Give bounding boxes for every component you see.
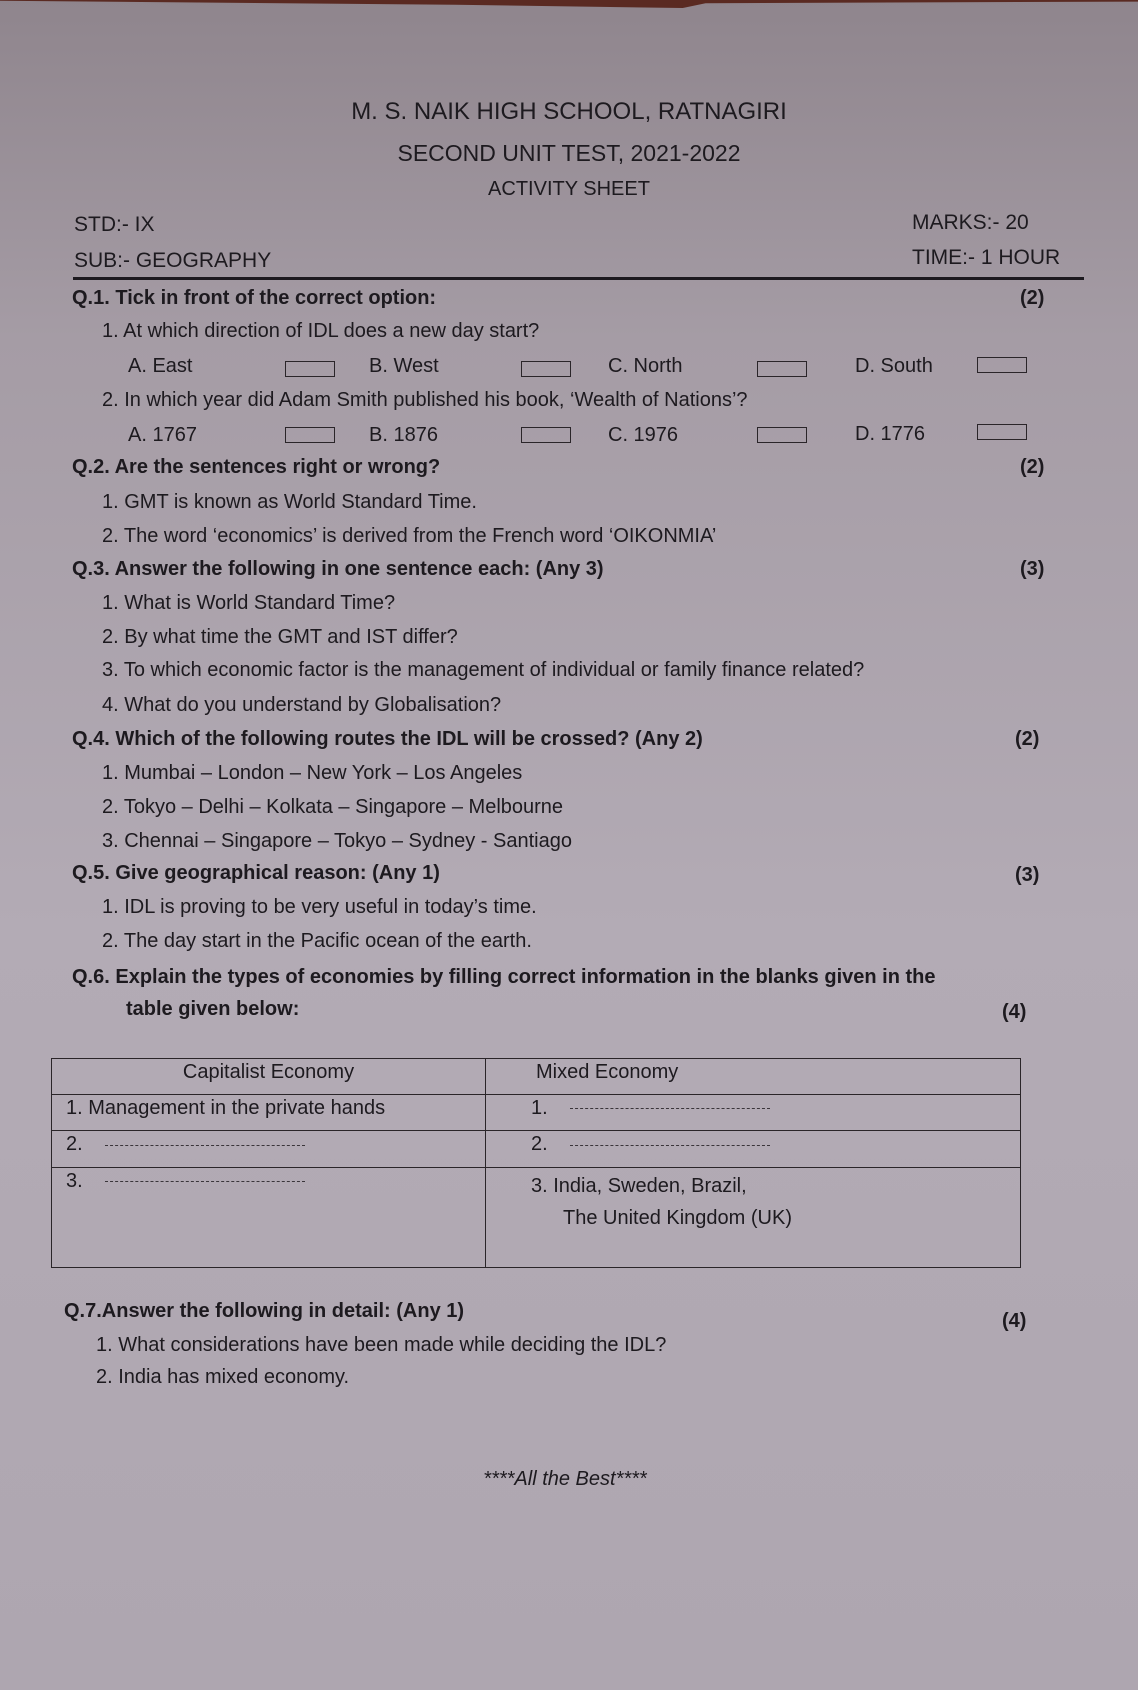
q3-marks: (3) bbox=[1020, 558, 1045, 580]
mixed-cell-3-line-1: 3. India, Sweden, Brazil, bbox=[531, 1174, 747, 1197]
q1-item-1-checkbox-c[interactable] bbox=[757, 361, 807, 377]
q4-item-2: 2. Tokyo – Delhi – Kolkata – Singapore – Melbourne bbox=[102, 796, 564, 818]
time-label: TIME:- 1 HOUR bbox=[912, 246, 1061, 269]
footer-wish: ****All the Best**** bbox=[483, 1468, 647, 1490]
q1-item-1-checkbox-a[interactable] bbox=[285, 361, 335, 377]
q1-item-1-option-b: B. West bbox=[369, 355, 439, 377]
q4-item-3: 3. Chennai – Singapore – Tokyo – Sydney - Santiago bbox=[102, 830, 572, 852]
q1-item-2: 2. In which year did Adam Smith published his book, ‘Wealth of Nations’? bbox=[102, 389, 748, 411]
subject-label: SUB:- GEOGRAPHY bbox=[74, 249, 272, 272]
q6-title-line-2: table given below: bbox=[126, 998, 300, 1020]
header-mixed: Mixed Economy bbox=[486, 1059, 1021, 1095]
q3-item-3: 3. To which economic factor is the management of individual or family finance related? bbox=[102, 659, 865, 681]
blank-line[interactable] bbox=[105, 1181, 305, 1182]
q3-title: Q.3. Answer the following in one sentence each: (Any 3) bbox=[72, 558, 604, 580]
q1-item-1-option-c: C. North bbox=[608, 355, 683, 377]
mixed-cell-1-number: 1. bbox=[531, 1097, 548, 1120]
mixed-cell-2-number: 2. bbox=[531, 1133, 548, 1156]
header-divider bbox=[73, 277, 1084, 280]
capitalist-cell-2-number: 2. bbox=[66, 1133, 83, 1156]
q6-title-line-1: Q.6. Explain the types of economies by filling correct information in the blanks given in the bbox=[72, 966, 936, 988]
capitalist-cell-3[interactable] bbox=[52, 1167, 486, 1267]
q7-item-2: 2. India has mixed economy. bbox=[96, 1366, 350, 1388]
mixed-cell-3 bbox=[486, 1167, 1021, 1267]
q2-marks: (2) bbox=[1020, 456, 1045, 478]
table-header-row bbox=[52, 1059, 1021, 1095]
q2-title: Q.2. Are the sentences right or wrong? bbox=[72, 456, 441, 478]
capitalist-cell-2[interactable] bbox=[52, 1131, 486, 1167]
q5-item-2: 2. The day start in the Pacific ocean of the earth. bbox=[102, 930, 532, 952]
q1-item-2-checkbox-c[interactable] bbox=[757, 427, 807, 443]
q1-item-2-option-b: B. 1876 bbox=[369, 424, 438, 446]
mixed-cell-2[interactable] bbox=[486, 1131, 1021, 1167]
q5-item-1: 1. IDL is proving to be very useful in today’s time. bbox=[102, 896, 537, 918]
capitalist-cell-3-number: 3. bbox=[66, 1169, 83, 1192]
std-label: STD:- IX bbox=[74, 213, 155, 236]
economy-table bbox=[51, 1058, 1021, 1268]
q7-title: Q.7.Answer the following in detail: (Any 1) bbox=[64, 1300, 465, 1322]
q1-marks: (2) bbox=[1020, 287, 1045, 309]
q1-item-2-checkbox-a[interactable] bbox=[285, 427, 335, 443]
q1-item-1-checkbox-b[interactable] bbox=[521, 361, 571, 377]
q1-item-2-checkbox-b[interactable] bbox=[521, 427, 571, 443]
q6-marks: (4) bbox=[1002, 1001, 1027, 1023]
q2-item-2: 2. The word ‘economics’ is derived from the French word ‘OIKONMIA’ bbox=[102, 525, 717, 547]
q1-item-1-checkbox-d[interactable] bbox=[977, 357, 1027, 373]
blank-line[interactable] bbox=[570, 1145, 770, 1146]
marks-label: MARKS:- 20 bbox=[912, 211, 1029, 234]
q1-item-2-checkbox-d[interactable] bbox=[977, 424, 1027, 440]
table-row bbox=[52, 1167, 1021, 1267]
capitalist-cell-1: 1. Management in the private hands bbox=[52, 1095, 486, 1131]
exam-title: SECOND UNIT TEST, 2021-2022 bbox=[397, 140, 741, 166]
q5-marks: (3) bbox=[1015, 864, 1040, 886]
q5-title: Q.5. Give geographical reason: (Any 1) bbox=[72, 862, 440, 884]
q1-item-2-option-d: D. 1776 bbox=[855, 423, 926, 445]
q3-item-2: 2. By what time the GMT and IST differ? bbox=[102, 626, 458, 648]
q4-title: Q.4. Which of the following routes the IDL will be crossed? (Any 2) bbox=[72, 728, 703, 750]
q4-item-1: 1. Mumbai – London – New York – Los Angeles bbox=[102, 762, 523, 784]
q2-item-1: 1. GMT is known as World Standard Time. bbox=[102, 491, 477, 513]
q7-item-1: 1. What considerations have been made while deciding the IDL? bbox=[96, 1334, 667, 1356]
blank-line[interactable] bbox=[105, 1145, 305, 1146]
q3-item-4: 4. What do you understand by Globalisation? bbox=[102, 694, 502, 716]
table-row bbox=[52, 1095, 1021, 1131]
blank-line[interactable] bbox=[570, 1108, 770, 1109]
q1-item-1-option-d: D. South bbox=[855, 355, 933, 377]
q1-item-2-option-c: C. 1976 bbox=[608, 424, 679, 446]
q1-item-1: 1. At which direction of IDL does a new day start? bbox=[102, 320, 540, 342]
q1-item-1-option-a: A. East bbox=[128, 355, 193, 377]
header-capitalist: Capitalist Economy bbox=[52, 1059, 486, 1095]
q1-item-2-option-a: A. 1767 bbox=[128, 424, 197, 446]
school-name: M. S. NAIK HIGH SCHOOL, RATNAGIRI bbox=[351, 98, 787, 125]
q4-marks: (2) bbox=[1015, 728, 1040, 750]
sheet-title: ACTIVITY SHEET bbox=[488, 178, 650, 200]
mixed-cell-3-line-2: The United Kingdom (UK) bbox=[563, 1206, 792, 1229]
q7-marks: (4) bbox=[1002, 1310, 1027, 1332]
q3-item-1: 1. What is World Standard Time? bbox=[102, 592, 396, 614]
table-row bbox=[52, 1131, 1021, 1167]
mixed-cell-1[interactable] bbox=[486, 1095, 1021, 1131]
q1-title: Q.1. Tick in front of the correct option: bbox=[72, 287, 437, 309]
